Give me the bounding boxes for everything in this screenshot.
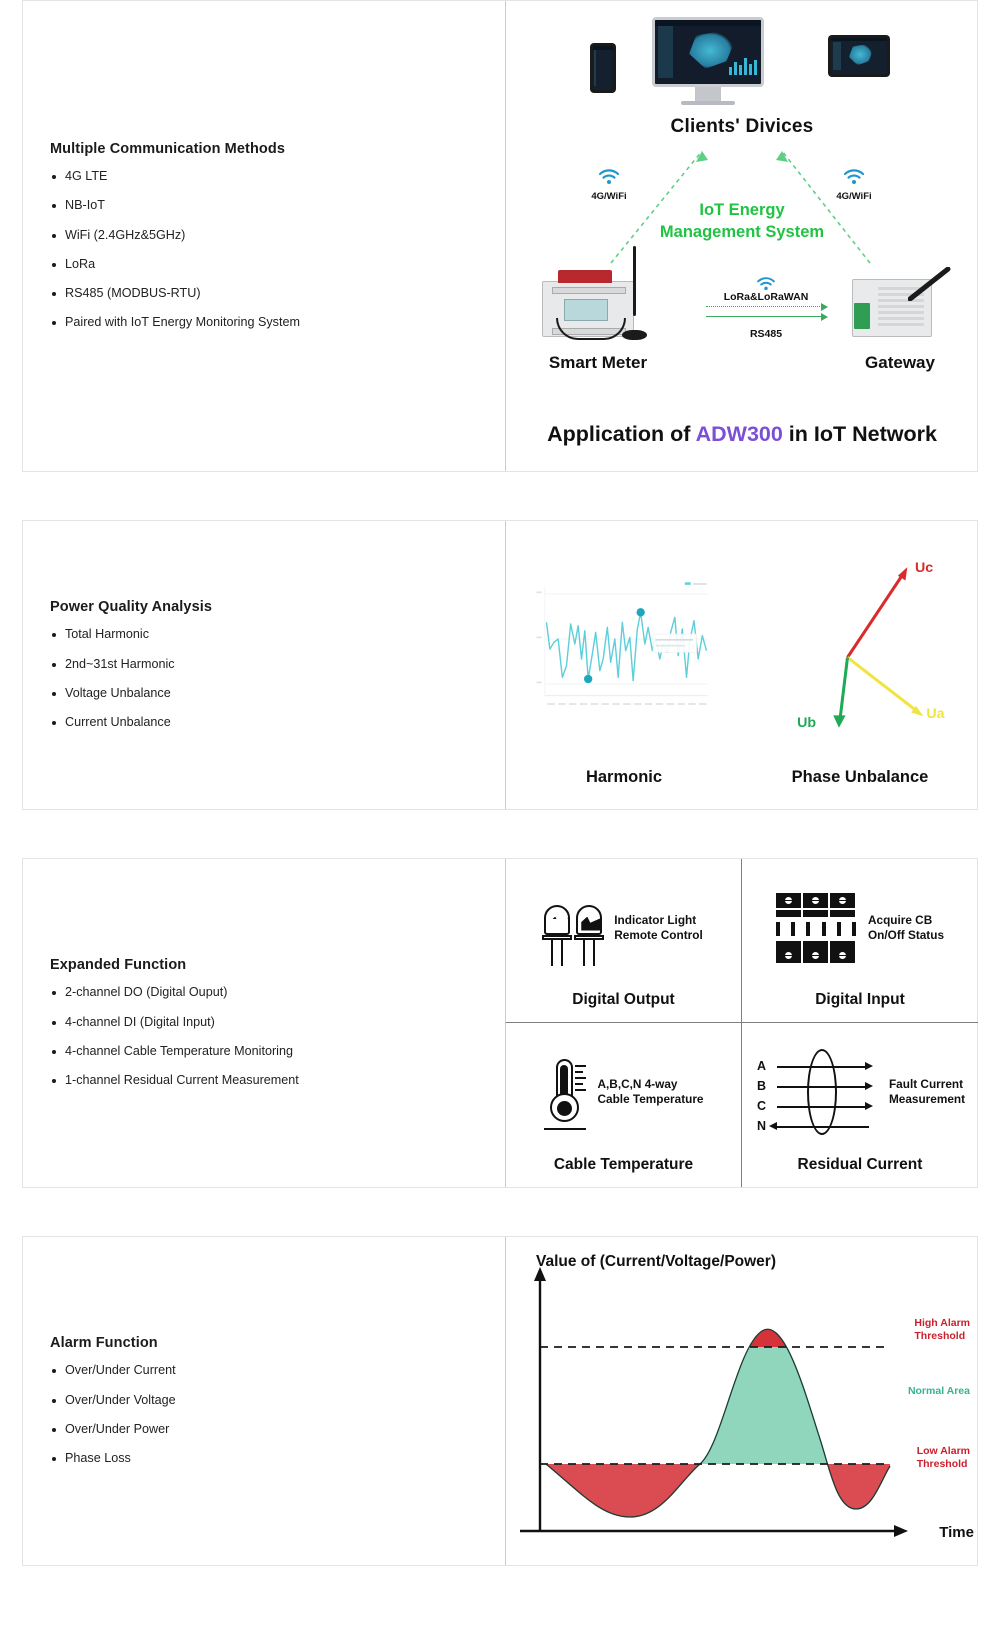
thermometer-icon: [544, 1057, 586, 1127]
quadrant-residual-current: [742, 1023, 978, 1187]
antenna-icon: [614, 246, 654, 346]
card1-text-column: [23, 1, 506, 471]
vector-label-ub: Ub: [797, 714, 817, 731]
list-item: 2-channel DO (Digital Ouput): [50, 985, 505, 1001]
desktop-monitor-icon: [652, 17, 764, 105]
harmonic-max-marker: [637, 608, 645, 616]
footer-product-name: ADW300: [695, 422, 783, 446]
residual-current-caption: Residual Current: [797, 1156, 923, 1173]
link-top-label: LoRa&LoRaWAN: [723, 291, 809, 303]
iot-footer-title: [506, 422, 978, 447]
center-label-line2: Management System: [659, 223, 825, 242]
gateway-icon: [852, 269, 950, 341]
di-text-line1: Acquire CB: [867, 912, 933, 927]
list-item: Over/Under Current: [50, 1363, 505, 1379]
list-item: Paired with IoT Energy Monitoring System: [50, 315, 505, 331]
rc-text-line2: Measurement: [888, 1092, 966, 1106]
phase-label-c: C: [756, 1099, 766, 1113]
list-item: 4-channel DI (Digital Input): [50, 1015, 505, 1031]
harmonic-chart-panel: [506, 521, 742, 809]
harmonic-min-marker: [584, 675, 592, 683]
high-label-line1: High Alarm: [914, 1317, 970, 1329]
harmonic-caption: Harmonic: [585, 768, 663, 786]
card1-bullet-list: [50, 169, 505, 331]
x-axis-title: Time: [939, 1524, 974, 1542]
expanded-function-quadrants: [506, 859, 978, 1187]
list-item: LoRa: [50, 257, 505, 273]
wifi-icon: [843, 169, 865, 185]
link-bottom-label: RS485: [749, 328, 783, 340]
list-item: 4G LTE: [50, 169, 505, 185]
low-label-line2: Threshold: [916, 1458, 968, 1471]
card2-bullet-list: [50, 627, 505, 730]
low-alarm-label: [917, 1445, 970, 1471]
tablet-icon: [828, 35, 890, 77]
clients-devices-caption: Clients' Divices: [670, 116, 814, 137]
feature-card-expanded-function: [22, 858, 978, 1188]
feature-card-power-quality: [22, 520, 978, 810]
list-item: 4-channel Cable Temperature Monitoring: [50, 1044, 505, 1060]
alarm-curve-svg: [512, 1259, 912, 1549]
iot-network-diagram: [506, 1, 978, 471]
quadrant-cable-temperature: [506, 1023, 742, 1187]
list-item: Phase Loss: [50, 1451, 505, 1467]
smart-meter-caption: Smart Meter: [548, 353, 648, 372]
y-axis-title: Value of (Current/Voltage/Power): [536, 1253, 777, 1270]
card3-bullet-list: [50, 985, 505, 1088]
list-item: 1-channel Residual Current Measurement: [50, 1073, 505, 1089]
high-alarm-label: [914, 1317, 970, 1343]
ct-text-line2: Cable Temperature: [597, 1092, 704, 1106]
y-axis-arrow: [534, 1267, 546, 1281]
wifi-icon: [598, 169, 620, 185]
quadrant-digital-input: [742, 859, 978, 1023]
lora-arrow: [706, 306, 826, 307]
alarm-threshold-chart: [506, 1237, 978, 1565]
card3-text-column: [23, 859, 506, 1187]
list-item: 2nd~31st Harmonic: [50, 657, 505, 673]
high-label-line2: Threshold: [914, 1330, 966, 1343]
ct-text-line1: A,B,C,N 4-way: [597, 1077, 678, 1092]
card4-bullet-list: [50, 1363, 505, 1466]
cable-temperature-text: [598, 1077, 704, 1106]
phase-unbalance-panel: [742, 521, 978, 809]
circuit-breaker-icon: [776, 893, 856, 963]
list-item: Over/Under Power: [50, 1422, 505, 1438]
phase-vector-diagram: [742, 551, 972, 741]
footer-post: in IoT Network: [782, 422, 937, 446]
wifi-tag-left: [581, 169, 637, 202]
list-item: Current Unbalance: [50, 715, 505, 731]
wifi-right-label: 4G/WiFi: [836, 191, 872, 202]
harmonic-waveform-chart: [514, 579, 734, 729]
vector-label-ua: Ua: [926, 706, 945, 723]
digital-input-caption: Digital Input: [815, 991, 905, 1008]
footer-pre: Application of: [547, 422, 696, 446]
system-center-label: [506, 199, 978, 244]
smartphone-icon: [590, 43, 616, 93]
wifi-tag-right: [826, 169, 882, 202]
list-item: NB-IoT: [50, 198, 505, 214]
card4-text-column: [23, 1237, 506, 1565]
gateway-caption: Gateway: [865, 353, 935, 372]
power-quality-diagram: [506, 521, 978, 809]
digital-input-text: [868, 913, 944, 942]
card3-diagram-column: [506, 859, 978, 1187]
residual-current-text: [889, 1077, 965, 1106]
do-text-line1: Indicator Light: [614, 912, 697, 927]
list-item: WiFi (2.4GHz&5GHz): [50, 228, 505, 244]
card1-diagram-column: [506, 1, 978, 471]
client-devices-group: [590, 13, 890, 113]
quadrant-digital-output: [506, 859, 742, 1023]
phase-unbalance-caption: Phase Unbalance: [791, 768, 929, 786]
link-labels-group: [706, 277, 826, 340]
card2-diagram-column: [506, 521, 978, 809]
section-title: Expanded Function: [50, 957, 187, 974]
feature-card-alarm: [22, 1236, 978, 1566]
normal-area-label: Normal Area: [907, 1385, 970, 1397]
phase-label-b: B: [756, 1079, 766, 1093]
gateway-antenna-icon: [908, 267, 952, 301]
phase-label-n: N: [756, 1119, 766, 1133]
rs485-arrow: [706, 316, 826, 317]
center-label-line1: IoT Energy: [699, 201, 785, 219]
current-transformer-icon: [755, 1049, 877, 1135]
section-title: Alarm Function: [50, 1335, 158, 1352]
feature-card-communication: [22, 0, 978, 472]
digital-output-text: [614, 913, 702, 942]
x-axis-arrow: [894, 1525, 908, 1537]
di-text-line2: On/Off Status: [867, 927, 945, 942]
section-title: Power Quality Analysis: [50, 599, 213, 616]
list-item: Voltage Unbalance: [50, 686, 505, 702]
card4-diagram-column: [506, 1237, 978, 1565]
cable-temperature-caption: Cable Temperature: [553, 1156, 694, 1173]
vector-label-uc: Uc: [914, 559, 934, 576]
list-item: RS485 (MODBUS-RTU): [50, 286, 505, 302]
wifi-left-label: 4G/WiFi: [591, 191, 627, 202]
page-title: Multiple Communication Methods: [50, 141, 285, 158]
card2-text-column: [23, 521, 506, 809]
digital-output-caption: Digital Output: [572, 991, 675, 1008]
led-pair-icon: [544, 905, 602, 951]
list-item: Over/Under Voltage: [50, 1393, 505, 1409]
rc-text-line1: Fault Current: [888, 1077, 964, 1092]
wifi-icon: [756, 277, 776, 291]
list-item: Total Harmonic: [50, 627, 505, 643]
low-label-line1: Low Alarm: [916, 1445, 970, 1457]
phase-label-a: A: [756, 1059, 766, 1073]
do-text-line2: Remote Control: [614, 927, 703, 942]
